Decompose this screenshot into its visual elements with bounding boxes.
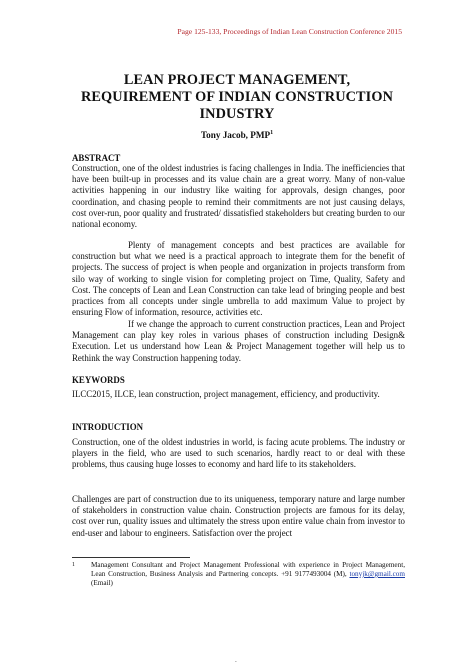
title-line-1: LEAN PROJECT MANAGEMENT, [123,72,351,88]
author-name: Tony Jacob, PMP [200,130,271,141]
abstract-paragraph-1: Construction, one of the oldest industries is facing challenges in India. The inefficiencies that have been built-up in processes and its value chain are a great worry. Many of non-value activities happening in our industry like waiting for approvals, design changes, poor coordination, and chasing people to remind their commitments are not just causing delays, cost over-run, poor quality and frustrated/ dissatisfied stakeholders but creating burden to our national economy. [72,163,405,230]
footnote-body [91,561,405,588]
abstract-paragraph-2: Plenty of management concepts and best practices are available for construction but what we need is a practical approach to integrate them for the benefit of projects. The success of project is when people and organization in projects transform from silo way of working to single vision for completing project on Time, Quality, Safety and Cost. The concepts of Lean and Lean Construction can take lead of bringing people and best practices from all concepts under single umbrella to add maximum Value to project by ensuring Flow of information, resource, activities etc. [72,240,405,318]
footnote-mark: 1 [72,562,75,568]
keywords-heading: KEYWORDS [72,375,125,385]
footnote-email-link[interactable]: tonyjk@gmail.com [349,570,405,578]
introduction-heading: INTRODUCTION [72,422,144,432]
footnote-suffix: (Email) [91,579,113,587]
title-line-2: REQUIREMENT OF INDIAN CONSTRUCTION [80,89,393,105]
introduction-paragraph-2: Challenges are part of construction due to its uniqueness, temporary nature and large number of stakeholders in construction value chain. Construction projects are famous for its delay, cost over run, quality issues and ultimately the stress upon entire value chain from investor to end-user and labour to engineers. Satisfaction over the project [72,494,405,538]
footnote-divider [72,557,190,558]
abstract-heading: ABSTRACT [72,153,121,163]
keywords-text: ILCC2015, ILCE, lean construction, project management, efficiency, and productivity. [72,389,380,399]
footnote [72,561,405,588]
running-header: Page 125-133, Proceedings of Indian Lean Construction Conference 2015 [177,27,402,36]
author-footnote-mark: 1 [270,130,274,136]
paper-title [60,72,414,123]
footnote-text: Management Consultant and Project Management Professional with experience in Project Management, Lean Construction, Business Analysis and Partnering concepts. +91 9177493004 (M), [91,561,405,578]
introduction-paragraph-1: Construction, one of the oldest industries in world, is facing acute problems. The industry or players in the field, who are used to such scenarios, hardly react to or deal with these problems, thus causing huge losses to economy and hard life to its stakeholders. [72,437,405,470]
page-number: - [235,660,237,665]
author-line [60,130,414,140]
abstract-paragraph-3: If we change the approach to current construction practices, Lean and Project Management can play key roles in various phases of construction including Design& Execution. Let us understand how Lean & Project Management together will help us to Rethink the way Construction happening today. [72,319,405,363]
title-line-3: INDUSTRY [199,106,275,122]
